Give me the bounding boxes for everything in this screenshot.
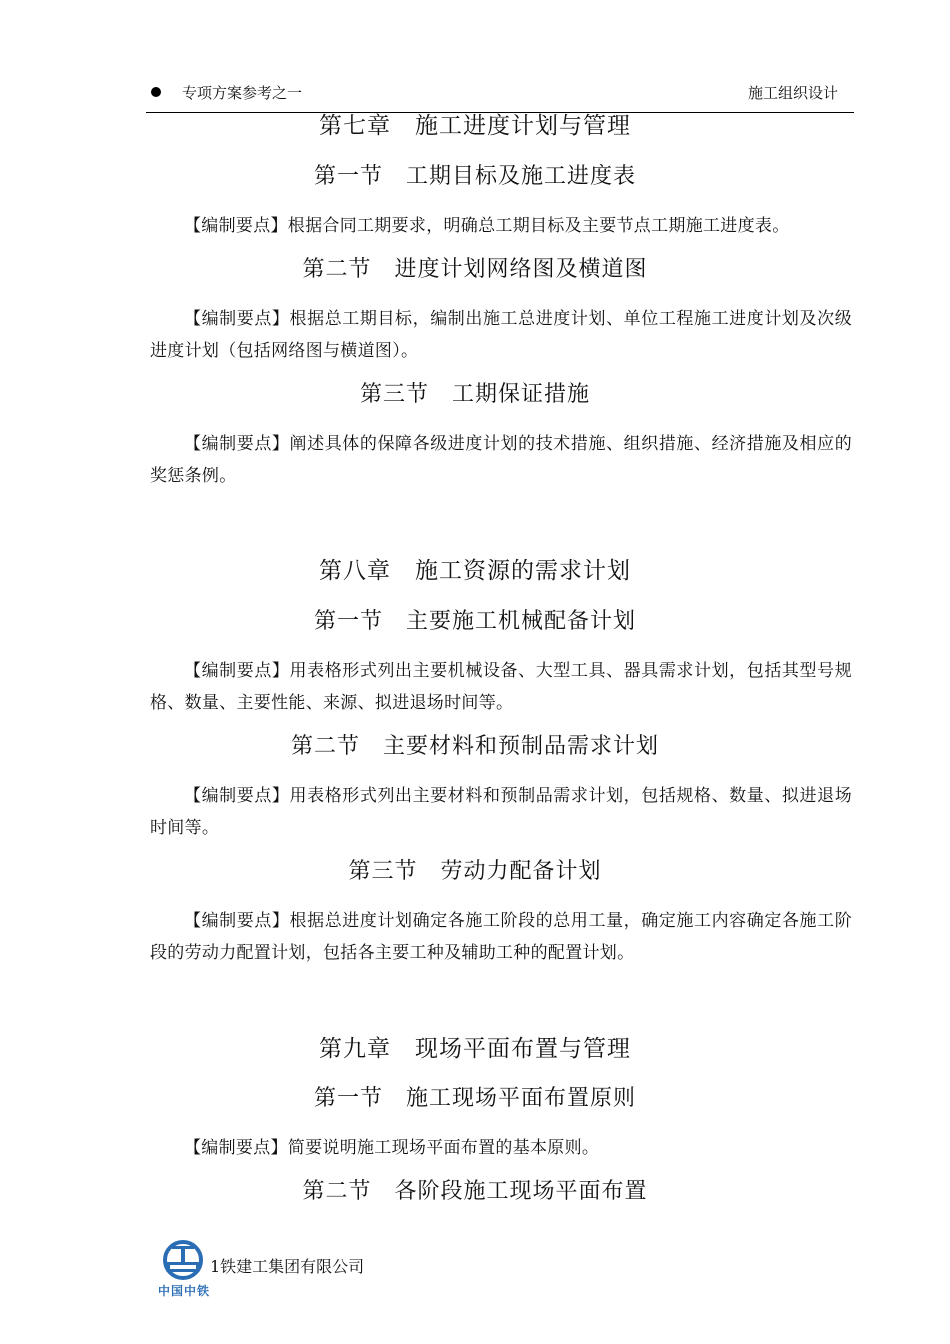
company-logo-icon xyxy=(158,1240,208,1280)
section-note: 【编制要点】用表格形式列出主要材料和预制品需求计划，包括规格、数量、拟进退场时间等。 xyxy=(150,786,852,838)
header-right-text: 施工组织设计 xyxy=(747,84,838,102)
section-note: 【编制要点】简要说明施工现场平面布置的基本原则。 xyxy=(184,1138,600,1158)
section-note: 【编制要点】根据总进度计划确定各施工阶段的总用工量，确定施工内容确定各施工阶段的劳动力配置计划，包括各主要工种及辅助工种的配置计划。 xyxy=(150,911,852,963)
section-title: 第二节 各阶段施工现场平面布置 xyxy=(302,1179,648,1204)
section-title: 第一节 主要施工机械配备计划 xyxy=(313,609,636,634)
section-note: 【编制要点】阐述具体的保障各级进度计划的技术措施、组织措施、经济措施及相应的奖惩条例。 xyxy=(150,434,852,486)
section-note: 【编制要点】根据总工期目标，编制出施工总进度计划、单位工程施工进度计划及次级进度计划（包括网络图与横道图）。 xyxy=(150,309,852,361)
chapter-title: 第九章 现场平面布置与管理 xyxy=(319,1036,631,1062)
section-title: 第一节 施工现场平面布置原则 xyxy=(313,1086,636,1111)
section-title: 第三节 工期保证措施 xyxy=(359,382,590,407)
chapter-title: 第七章 施工进度计划与管理 xyxy=(319,113,631,139)
section-title: 第三节 劳动力配备计划 xyxy=(348,859,602,884)
company-name: 1铁建工集团有限公司 xyxy=(210,1257,365,1276)
header-left-text: 专项方案参考之一 xyxy=(182,84,303,102)
chapter-title: 第八章 施工资源的需求计划 xyxy=(319,558,631,584)
section-note: 【编制要点】用表格形式列出主要机械设备、大型工具、器具需求计划，包括其型号规格、数量、主要性能、来源、拟进退场时间等。 xyxy=(150,661,852,713)
section-title: 第二节 进度计划网络图及横道图 xyxy=(302,257,648,282)
section-title: 第一节 工期目标及施工进度表 xyxy=(313,164,636,189)
section-title: 第二节 主要材料和预制品需求计划 xyxy=(290,734,659,759)
bullet-icon xyxy=(151,87,161,97)
section-note: 【编制要点】根据合同工期要求，明确总工期目标及主要节点工期施工进度表。 xyxy=(184,216,790,236)
logo-text: 中国中铁 xyxy=(158,1284,211,1298)
page-footer xyxy=(154,1240,454,1304)
